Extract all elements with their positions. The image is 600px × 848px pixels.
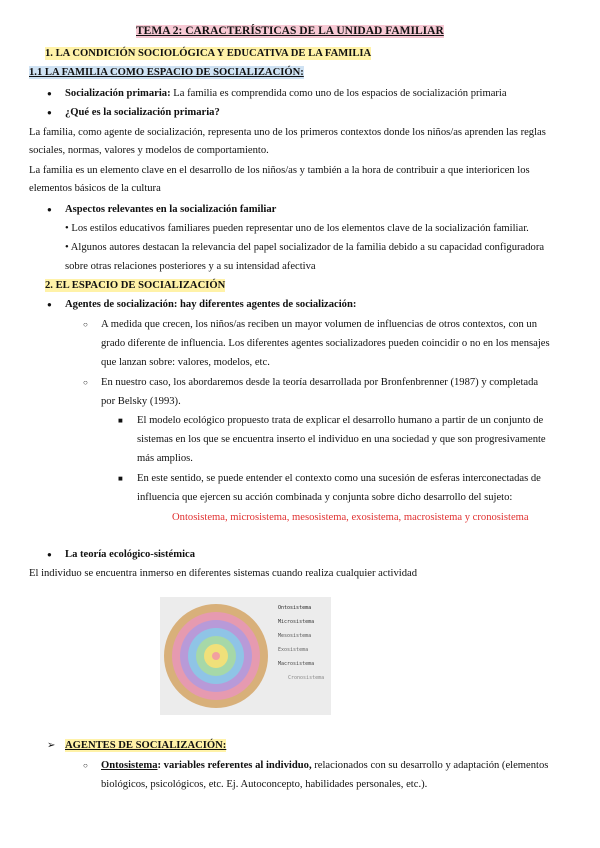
legend-item: Cronosistema	[288, 675, 325, 681]
legend-item: Ontosistema	[278, 605, 312, 611]
ontosistema-bold: : variables referentes al individuo,	[157, 760, 312, 771]
paragraph-line: La familia es un elemento clave en el desarrollo de los niños/as y también a la hora de contribuir a que interioricen los	[29, 165, 530, 176]
legend-item: Mesosistema	[278, 633, 312, 639]
paragraph-line: En nuestro caso, los abordaremos desde la teoría desarrollada por Bronfenbrenner (1987) y completada	[101, 377, 539, 388]
legend-item: Exosistema	[278, 647, 309, 653]
sub-item: sobre otras relaciones posteriores y a su intensidad afectiva	[65, 261, 316, 272]
paragraph-line: influencia que ejercen su acción combinada y conjunta sobre dicho desarrollo del sujeto:	[137, 492, 513, 503]
paragraph-line: biológicos, psicológicos, etc. Ej. Autoconcepto, habilidades personales, etc.).	[101, 779, 428, 790]
square-bullet-icon: ■	[118, 416, 123, 425]
sub-item: • Algunos autores destacan la relevancia del papel socializador de la familia debido a su capacidad configuradora	[65, 242, 545, 253]
section-2-heading: 2. EL ESPACIO DE SOCIALIZACIÓN	[45, 280, 226, 291]
section-1-heading: 1. LA CONDICIÓN SOCIOLÓGICA Y EDUCATIVA DE LA FAMILIA	[45, 48, 372, 59]
ontosistema-label: Ontosistema	[101, 760, 158, 771]
circle-bullet-icon: ○	[83, 320, 88, 329]
paragraph-line: grado diferente de influencia. Los diferentes agentes socializadores pueden coincidir o no en los mensajes	[101, 338, 550, 349]
circle-bullet-icon: ○	[83, 761, 88, 770]
bullet-dot-icon: ●	[47, 89, 52, 98]
agentes-heading: AGENTES DE SOCIALIZACIÓN:	[65, 740, 227, 751]
ecological-diagram	[160, 597, 331, 715]
paragraph-line: más amplios.	[137, 453, 193, 464]
bullet-agentes: Agentes de socialización: hay diferentes agentes de socialización:	[65, 299, 357, 310]
bullet-dot-icon: ●	[47, 108, 52, 117]
bullet-que-es: ¿Qué es la socialización primaria?	[65, 107, 220, 118]
section-1-1-heading: 1.1 LA FAMILIA COMO ESPACIO DE SOCIALIZACIÓN:	[29, 67, 304, 78]
page-title: TEMA 2: CARACTERÍSTICAS DE LA UNIDAD FAMILIAR	[136, 25, 444, 37]
paragraph-line: elementos básicos de la cultura	[29, 183, 161, 194]
circle-bullet-icon: ○	[83, 378, 88, 387]
paragraph-line: En este sentido, se puede entender el contexto como una sucesión de esferas interconectadas de	[137, 473, 541, 484]
paragraph-line: El modelo ecológico propuesto trata de explicar el desarrollo humano a partir de un conjunto de	[137, 415, 544, 426]
paragraph-line: A medida que crecen, los niños/as reciben un mayor volumen de influencias de otros contextos, con un	[101, 319, 537, 330]
bullet-label: Socialización primaria:	[65, 88, 171, 99]
arrow-bullet-icon: ➢	[47, 740, 56, 751]
sub-item: • Los estilos educativos familiares pueden representar uno de los elementos clave de la socialización familiar.	[65, 223, 529, 234]
bullet-teoria: La teoría ecológico-sistémica	[65, 549, 196, 560]
ontosistema-text: relacionados con su desarrollo y adaptación (elementos	[311, 760, 549, 771]
bullet-dot-icon: ●	[47, 300, 52, 309]
legend-item: Macrosistema	[278, 661, 315, 667]
paragraph-line: sistemas en los que se encuentra inserto el individuo en una sociedad y que son progresivamente	[137, 434, 546, 445]
bullet-text: La familia es comprendida como uno de los espacios de socialización primaria	[170, 88, 507, 99]
bullet-dot-icon: ●	[47, 550, 52, 559]
bullet-socializacion-primaria	[65, 87, 507, 100]
paragraph-line: que lanzan sobre: valores, modelos, etc.	[101, 357, 270, 368]
paragraph-line: El individuo se encuentra inmerso en diferentes sistemas cuando realiza cualquier actividad	[29, 568, 417, 579]
legend-item: Microsistema	[278, 619, 315, 625]
square-bullet-icon: ■	[118, 474, 123, 483]
paragraph-line: sociales, normas, valores y modelos de comportamiento.	[29, 145, 269, 156]
bullet-aspectos: Aspectos relevantes en la socialización familiar	[65, 204, 277, 215]
systems-list: Ontosistema, microsistema, mesosistema, exosistema, macrosistema y cronosistema	[172, 512, 529, 523]
concentric-rings-figure	[160, 597, 331, 715]
paragraph-line: La familia, como agente de socialización, representa uno de los primeros contextos donde los niños/as aprenden las reglas	[29, 127, 546, 138]
bullet-dot-icon: ●	[47, 205, 52, 214]
ring-6	[212, 652, 220, 660]
paragraph-line: por Belsky (1993).	[101, 396, 181, 407]
ontosistema-line	[101, 759, 548, 772]
